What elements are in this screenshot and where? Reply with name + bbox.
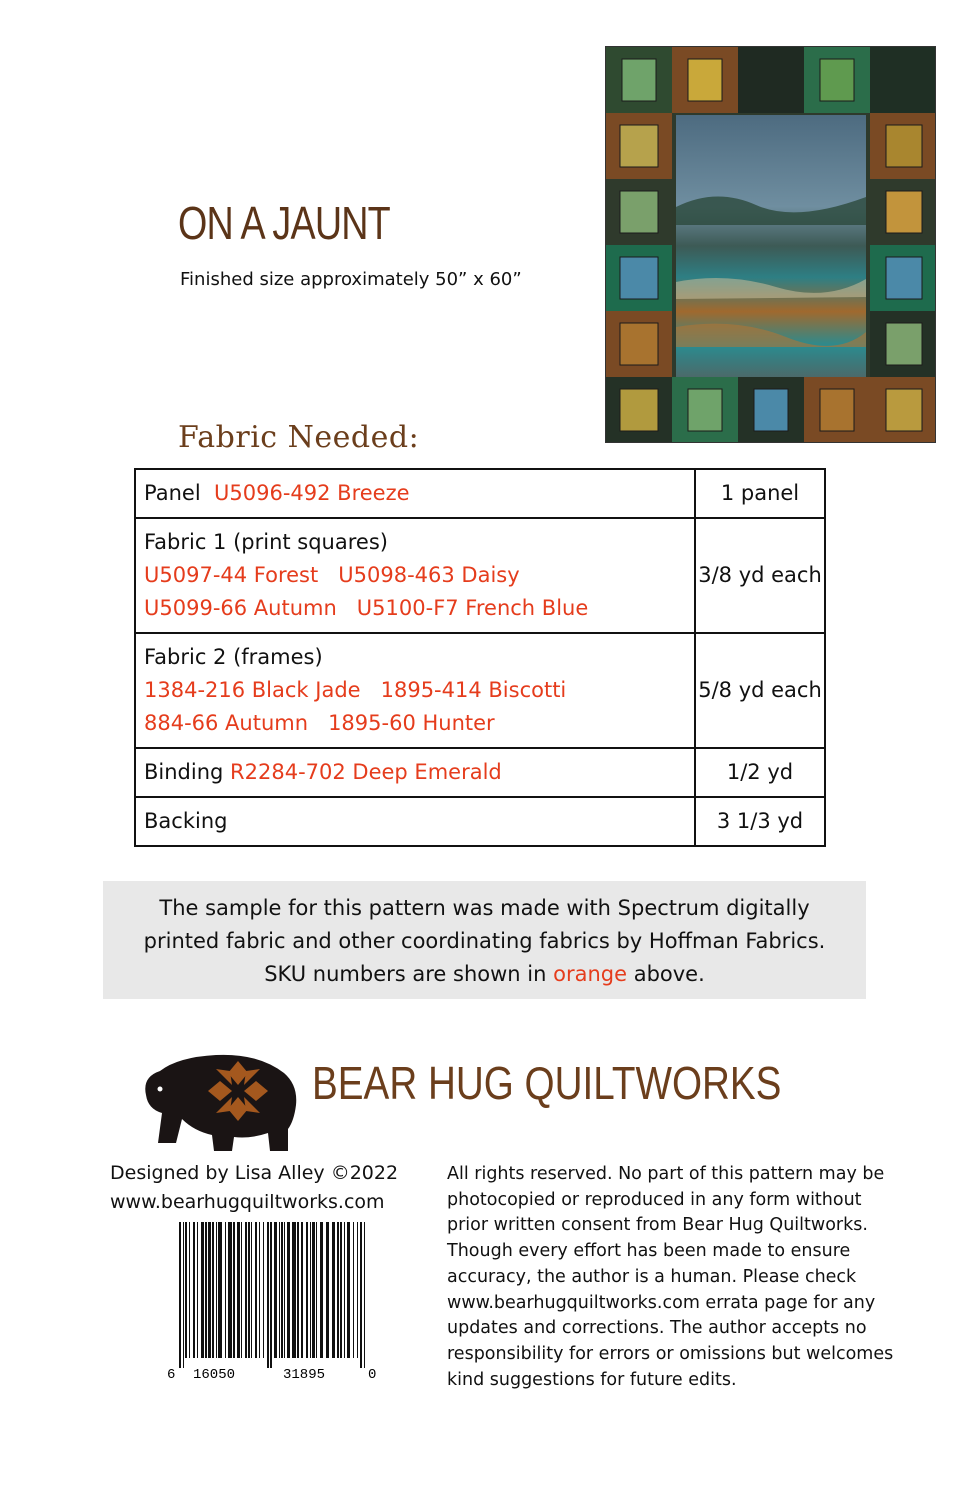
- barcode-bar: [364, 1222, 365, 1368]
- sample-note: [103, 881, 866, 999]
- barcode-bar: [274, 1222, 277, 1358]
- barcode-bar: [201, 1222, 204, 1358]
- barcode-bar: [284, 1222, 285, 1358]
- barcode-bar: [185, 1222, 187, 1358]
- quilt-photo: [605, 46, 936, 443]
- barcode-bar: [301, 1222, 303, 1358]
- barcode-bar: [263, 1222, 264, 1358]
- row-quantity: 1/2 yd: [695, 748, 825, 797]
- note-text: SKU numbers are shown in: [264, 962, 547, 986]
- note-line: The sample for this pattern was made with Spectrum digitally: [159, 896, 810, 920]
- row-quantity: 3/8 yd each: [695, 518, 825, 633]
- note-line: [103, 958, 866, 991]
- barcode-bar: [270, 1222, 272, 1368]
- barcode-digit: 31895: [283, 1367, 326, 1383]
- rights-line: updates and corrections. The author accepts no: [447, 1318, 867, 1339]
- quilt-photo-icon: [606, 47, 936, 443]
- table-row: [135, 748, 825, 797]
- barcode: [165, 1222, 377, 1388]
- brand-name: BEAR HUG QUILTWORKS: [312, 1057, 782, 1109]
- barcode-digit: 6: [167, 1367, 176, 1383]
- barcode-bar: [297, 1222, 299, 1358]
- barcode-bar: [340, 1222, 342, 1358]
- barcode-bar: [259, 1222, 260, 1358]
- barcode-bar: [279, 1222, 280, 1358]
- barcode-bar: [306, 1222, 308, 1358]
- row-description: [135, 633, 695, 748]
- barcode-bar: [292, 1222, 296, 1358]
- row-quantity: 1 panel: [695, 469, 825, 518]
- barcode-bar: [320, 1222, 323, 1358]
- sku-text: 884-66 Autumn 1895-60 Hunter: [144, 711, 495, 735]
- website-link[interactable]: www.bearhugquiltworks.com: [110, 1191, 385, 1213]
- barcode-bar: [189, 1222, 190, 1358]
- barcode-bar: [281, 1222, 283, 1358]
- rights-line: accuracy, the author is a human. Please check: [447, 1266, 857, 1287]
- row-label: Fabric 1 (print squares): [144, 530, 388, 554]
- bear-logo-icon: [138, 1043, 303, 1159]
- barcode-bar: [205, 1222, 207, 1358]
- sku-text: U5097-44 Forest U5098-463 Daisy: [144, 563, 520, 587]
- barcode-bar: [228, 1222, 232, 1358]
- finished-size: Finished size approximately 50” x 60”: [180, 269, 522, 290]
- rights-line: responsibility for errors or omissions but welcomes: [447, 1343, 894, 1364]
- rights-line: www.bearhugquiltworks.com errata page for any: [447, 1292, 876, 1313]
- barcode-bar: [344, 1222, 345, 1358]
- orange-word: orange: [553, 962, 628, 986]
- sku-text: R2284-702 Deep Emerald: [230, 760, 502, 784]
- barcode-bar: [197, 1222, 198, 1358]
- barcode-bar: [353, 1222, 354, 1358]
- barcode-bar: [310, 1222, 311, 1358]
- barcode-bar: [193, 1222, 195, 1358]
- barcode-bar: [218, 1222, 222, 1358]
- row-quantity: 5/8 yd each: [695, 633, 825, 748]
- pattern-title: ON A JAUNT: [178, 197, 390, 249]
- barcode-bar: [237, 1222, 240, 1358]
- sku-text: U5096-492 Breeze: [214, 481, 410, 505]
- table-row: [135, 518, 825, 633]
- row-quantity: 3 1/3 yd: [695, 797, 825, 846]
- barcode-bar: [360, 1222, 362, 1368]
- row-label: Panel: [144, 481, 201, 505]
- rights-line: kind suggestions for future edits.: [447, 1369, 737, 1390]
- rights-line: photocopied or reproduced in any form without: [447, 1189, 862, 1210]
- barcode-bar: [312, 1222, 315, 1358]
- barcode-bar: [357, 1222, 358, 1358]
- rights-notice: [447, 1162, 927, 1393]
- barcode-bar: [332, 1222, 335, 1358]
- table-row: [135, 797, 825, 846]
- barcode-bar: [316, 1222, 317, 1358]
- barcode-bar: [208, 1222, 211, 1358]
- barcode-bar: [225, 1222, 226, 1358]
- barcode-bar: [255, 1222, 257, 1358]
- barcode-bar: [337, 1222, 339, 1358]
- designer-credit: Designed by Lisa Alley ©2022: [110, 1162, 399, 1184]
- fabric-table: [134, 468, 826, 847]
- barcode-digit: 16050: [193, 1367, 236, 1383]
- row-description: [135, 797, 695, 846]
- barcode-bar: [216, 1222, 217, 1358]
- row-description: [135, 518, 695, 633]
- table-row: [135, 633, 825, 748]
- row-description: [135, 748, 695, 797]
- table-row: [135, 469, 825, 518]
- barcode-bar: [248, 1222, 250, 1358]
- sku-text: U5099-66 Autumn U5100-F7 French Blue: [144, 596, 589, 620]
- barcode-bar: [267, 1222, 269, 1368]
- barcode-bar: [245, 1222, 247, 1358]
- barcode-bar: [183, 1222, 184, 1368]
- note-text: above.: [633, 962, 705, 986]
- rights-line: prior written consent from Bear Hug Quiltworks.: [447, 1215, 868, 1236]
- barcode-bar: [179, 1222, 181, 1368]
- row-label: Fabric 2 (frames): [144, 645, 323, 669]
- barcode-bar: [347, 1222, 350, 1358]
- barcode-bar: [251, 1222, 252, 1358]
- row-description: [135, 469, 695, 518]
- barcode-bar: [287, 1222, 290, 1358]
- barcode-bar: [326, 1222, 329, 1358]
- barcode-bar: [233, 1222, 235, 1358]
- rights-line: All rights reserved. No part of this pattern may be: [447, 1164, 885, 1184]
- barcode-bar: [241, 1222, 242, 1358]
- sku-text: 1384-216 Black Jade 1895-414 Biscotti: [144, 678, 567, 702]
- row-label: Binding: [144, 760, 224, 784]
- barcode-digit: 0: [368, 1367, 377, 1383]
- fabric-needed-heading: Fabric Needed:: [178, 420, 420, 455]
- barcode-bar: [212, 1222, 214, 1358]
- barcode-bars-icon: [165, 1222, 377, 1384]
- rights-line: Though every effort has been made to ensure: [447, 1241, 851, 1262]
- row-label: Backing: [144, 809, 228, 833]
- note-line: printed fabric and other coordinating fabrics by Hoffman Fabrics.: [143, 929, 826, 953]
